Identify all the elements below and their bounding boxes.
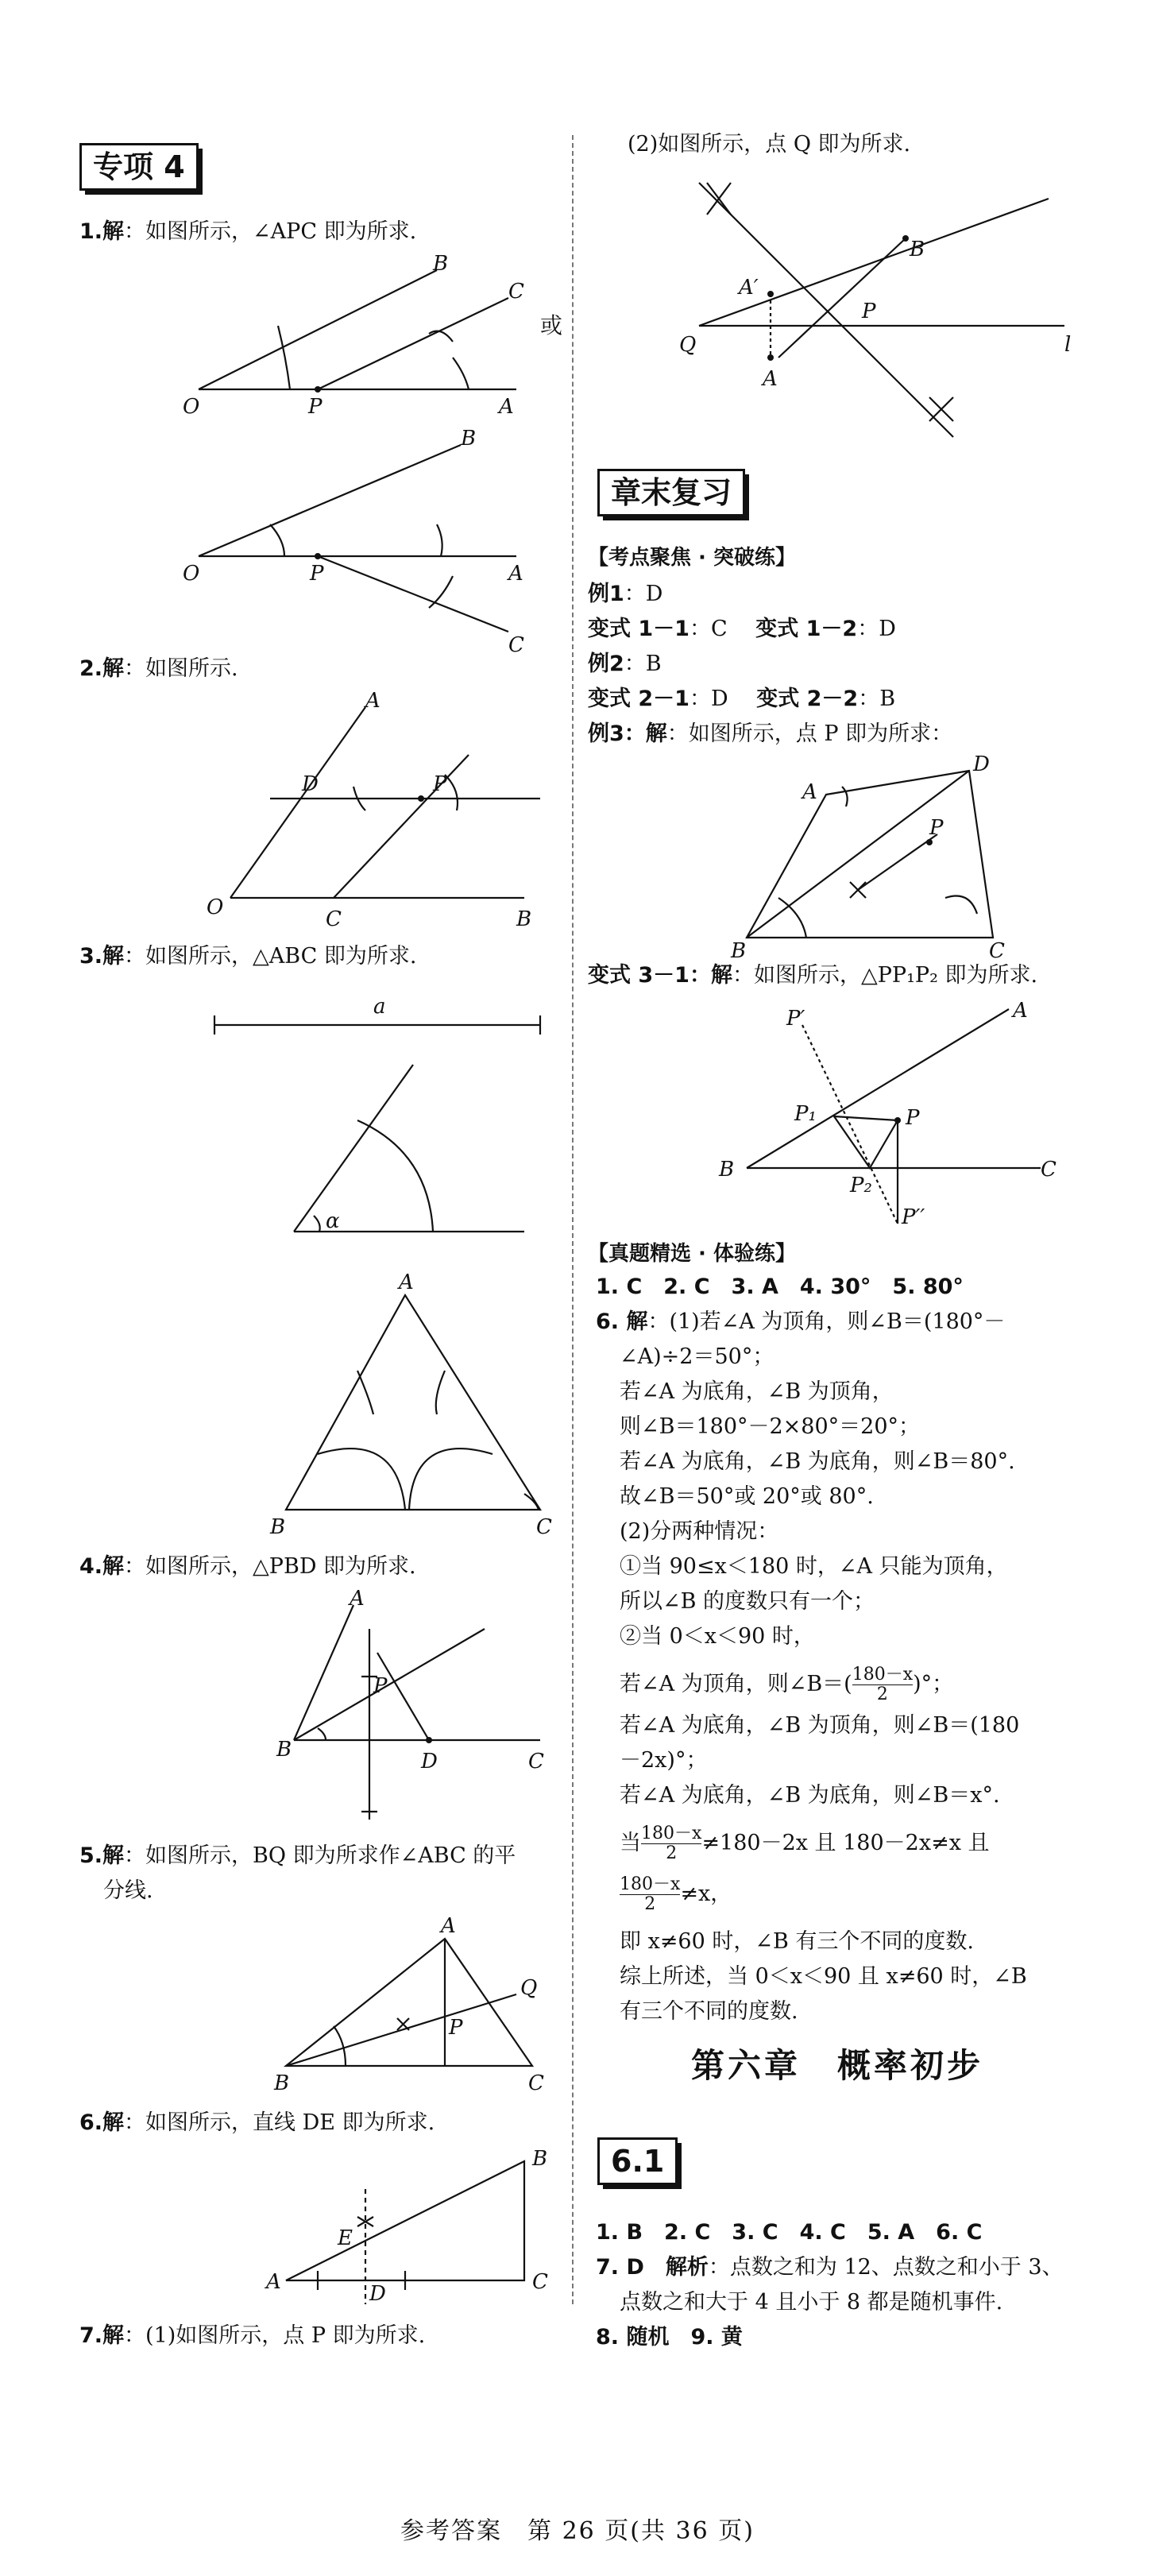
example-2: 例2：B bbox=[588, 652, 662, 676]
item-3: 3.解：如图所示，△ABC 即为所求. bbox=[79, 944, 417, 969]
svg-text:C: C bbox=[532, 2270, 548, 2294]
variant-3: 变式 3－1：解：如图所示，△PP₁P₂ 即为所求. bbox=[588, 963, 1038, 988]
svg-text:P: P bbox=[373, 1674, 388, 1698]
svg-text:B: B bbox=[516, 907, 532, 931]
svg-text:P: P bbox=[906, 1106, 920, 1130]
answers-1-5: 1. C 2. C 3. A 4. 30° 5. 80° bbox=[596, 1274, 964, 1299]
svg-text:B: B bbox=[433, 252, 449, 276]
fraction: $\frac{180-x}{2}$ bbox=[852, 1665, 914, 1704]
item-5: 5.解：如图所示，BQ 即为所求作∠ABC 的平 bbox=[79, 1843, 516, 1868]
q6-line4: 则∠B＝180°－2×80°＝20°； bbox=[620, 1414, 921, 1439]
svg-text:D: D bbox=[973, 752, 990, 776]
svg-text:P: P bbox=[862, 300, 876, 323]
page-footer: 参考答案 第 26 页(共 36 页) bbox=[400, 2517, 755, 2545]
figure-1a bbox=[183, 252, 556, 429]
svg-text:B: B bbox=[910, 238, 925, 261]
svg-text:A: A bbox=[508, 562, 523, 586]
q6-line18: 综上所述，当 0＜x＜90 且 x≠60 时，∠B bbox=[620, 1964, 1027, 1989]
zhenti-heading: 【真题精选 · 体验练】 bbox=[588, 1242, 796, 1266]
item-1: 1.解：如图所示，∠APC 即为所求. bbox=[79, 219, 417, 244]
svg-text:B: B bbox=[274, 2071, 290, 2095]
chapter-title: 第六章 概率初步 bbox=[691, 2046, 984, 2085]
svg-text:B: B bbox=[270, 1515, 286, 1539]
svg-text:C: C bbox=[1041, 1158, 1056, 1182]
q6-line11: 若∠A 为顶角，则∠B＝( $\frac{180-x}{2}$ )°； bbox=[620, 1665, 954, 1704]
svg-text:P₂: P₂ bbox=[850, 1174, 872, 1197]
item-6: 6.解：如图所示，直线 DE 即为所求. bbox=[79, 2110, 435, 2135]
svg-text:P: P bbox=[310, 562, 324, 586]
column-divider bbox=[572, 135, 574, 2304]
svg-text:C: C bbox=[508, 280, 524, 304]
q7-6-1-line2: 点数之和大于 4 且小于 8 都是随机事件. bbox=[620, 2290, 1003, 2315]
figure-3a-segment bbox=[207, 993, 572, 1041]
svg-text:Q: Q bbox=[520, 1976, 538, 2000]
figure-2 bbox=[207, 691, 572, 930]
svg-text:O: O bbox=[207, 895, 224, 919]
figure-ex3 bbox=[731, 752, 1080, 963]
q6-line10: ②当 0＜x＜90 时， bbox=[620, 1624, 815, 1649]
figure-4 bbox=[207, 1589, 572, 1828]
svg-text:l: l bbox=[1064, 333, 1072, 357]
svg-text:A′: A′ bbox=[739, 276, 759, 300]
q6-line7: (2)分两种情况： bbox=[620, 1519, 779, 1544]
svg-text:C: C bbox=[326, 907, 342, 931]
or-label: 或 bbox=[540, 312, 563, 338]
kaodian-heading: 【考点聚焦 · 突破练】 bbox=[588, 546, 796, 570]
figure-6 bbox=[207, 2145, 572, 2320]
section-title-6-1: 6.1 bbox=[597, 2137, 678, 2185]
q6-line13: －2x)°； bbox=[620, 1748, 708, 1773]
svg-text:α: α bbox=[326, 1209, 340, 1233]
q6-line1: 6. 解：(1)若∠A 为顶角，则∠B＝(180°－ bbox=[596, 1309, 1006, 1334]
item-4: 4.解：如图所示，△PBD 即为所求. bbox=[79, 1554, 416, 1579]
svg-text:D: D bbox=[302, 772, 319, 796]
svg-text:B: B bbox=[731, 939, 747, 963]
svg-text:E: E bbox=[338, 2226, 353, 2250]
answers-8-9: 8. 随机 9. 黄 bbox=[596, 2325, 743, 2350]
svg-text:B: B bbox=[276, 1738, 292, 1762]
q6-line14: 若∠A 为底角，∠B 为底角，则∠B＝x°. bbox=[620, 1783, 1000, 1808]
q6-line16: $\frac{180-x}{2}$ ≠x， bbox=[620, 1874, 732, 1914]
q6-line17: 即 x≠60 时，∠B 有三个不同的度数. bbox=[620, 1929, 975, 1954]
svg-text:C: C bbox=[528, 2071, 544, 2095]
svg-text:A: A bbox=[399, 1271, 414, 1294]
example-1: 例1：D bbox=[588, 582, 663, 606]
item-7-part2: (2)如图所示，点 Q 即为所求. bbox=[628, 132, 911, 157]
fraction: $\frac{180-x}{2}$ bbox=[620, 1874, 681, 1914]
q7-6-1: 7. D 解析：点数之和为 12、点数之和小于 3、 bbox=[596, 2255, 1064, 2280]
q6-line2: ∠A)÷2＝50°； bbox=[620, 1344, 775, 1369]
variant-2: 变式 2－1：D 变式 2－2：B bbox=[588, 687, 896, 711]
q6-line9: 所以∠B 的度数只有一个； bbox=[620, 1589, 875, 1614]
svg-text:D: D bbox=[421, 1750, 438, 1773]
svg-text:A: A bbox=[365, 689, 380, 713]
svg-text:C: C bbox=[508, 633, 524, 657]
example-3: 例3：解：如图所示，点 P 即为所求： bbox=[588, 721, 953, 746]
q6-line8: ①当 90≤x＜180 时，∠A 只能为顶角， bbox=[620, 1554, 1008, 1579]
svg-text:P: P bbox=[929, 816, 944, 840]
svg-text:A: A bbox=[499, 395, 514, 419]
svg-text:B: B bbox=[532, 2147, 548, 2171]
q6-line19: 有三个不同的度数. bbox=[620, 1999, 798, 2024]
figure-7-2 bbox=[679, 167, 1096, 453]
section-title-zhangmo: 章末复习 bbox=[597, 469, 745, 516]
svg-text:A: A bbox=[1013, 999, 1028, 1023]
fraction: $\frac{180-x}{2}$ bbox=[641, 1824, 702, 1863]
svg-text:B: B bbox=[461, 427, 477, 451]
svg-text:B: B bbox=[719, 1158, 735, 1182]
q6-line12: 若∠A 为底角，∠B 为顶角，则∠B＝(180 bbox=[620, 1713, 1020, 1738]
figure-variant3 bbox=[707, 1001, 1104, 1240]
svg-text:C: C bbox=[536, 1515, 552, 1539]
svg-text:P′: P′ bbox=[786, 1007, 805, 1031]
svg-text:A: A bbox=[763, 367, 778, 391]
figure-3c-triangle bbox=[207, 1271, 572, 1539]
variant-1: 变式 1－1：C 变式 1－2：D bbox=[588, 617, 896, 641]
figure-3b-angle bbox=[222, 1057, 572, 1247]
svg-text:D: D bbox=[369, 2282, 386, 2306]
svg-text:P: P bbox=[433, 772, 447, 796]
q6-line15: 当 $\frac{180-x}{2}$ ≠180－2x 且 180－2x≠x 且 bbox=[620, 1824, 990, 1863]
svg-text:P′′: P′′ bbox=[902, 1205, 925, 1229]
svg-text:a: a bbox=[373, 995, 386, 1019]
svg-text:P₁: P₁ bbox=[794, 1102, 817, 1126]
svg-text:A: A bbox=[802, 780, 817, 804]
item-7: 7.解：(1)如图所示，点 P 即为所求. bbox=[79, 2323, 426, 2348]
svg-text:O: O bbox=[183, 395, 200, 419]
section-title-zhuanxiang: 专项 4 bbox=[79, 143, 199, 191]
svg-text:A: A bbox=[441, 1914, 456, 1938]
answers-6-1: 1. B 2. C 3. C 4. C 5. A 6. C bbox=[596, 2220, 983, 2245]
svg-text:A: A bbox=[266, 2270, 281, 2294]
svg-text:O: O bbox=[183, 562, 200, 586]
item-2: 2.解：如图所示. bbox=[79, 656, 238, 681]
svg-text:P: P bbox=[449, 2016, 463, 2040]
q6-line5: 若∠A 为底角，∠B 为底角，则∠B＝80°. bbox=[620, 1449, 1015, 1474]
q6-line6: 故∠B＝50°或 20°或 80°. bbox=[620, 1484, 874, 1509]
item-5-line2: 分线. bbox=[103, 1878, 153, 1903]
figure-5 bbox=[207, 1915, 572, 2098]
q6-line3: 若∠A 为底角，∠B 为顶角， bbox=[620, 1379, 894, 1404]
svg-text:Q: Q bbox=[679, 333, 697, 357]
svg-text:A: A bbox=[350, 1587, 365, 1611]
svg-text:P: P bbox=[308, 395, 323, 419]
svg-text:C: C bbox=[528, 1750, 544, 1773]
figure-1b bbox=[183, 427, 556, 657]
svg-text:C: C bbox=[989, 939, 1005, 963]
